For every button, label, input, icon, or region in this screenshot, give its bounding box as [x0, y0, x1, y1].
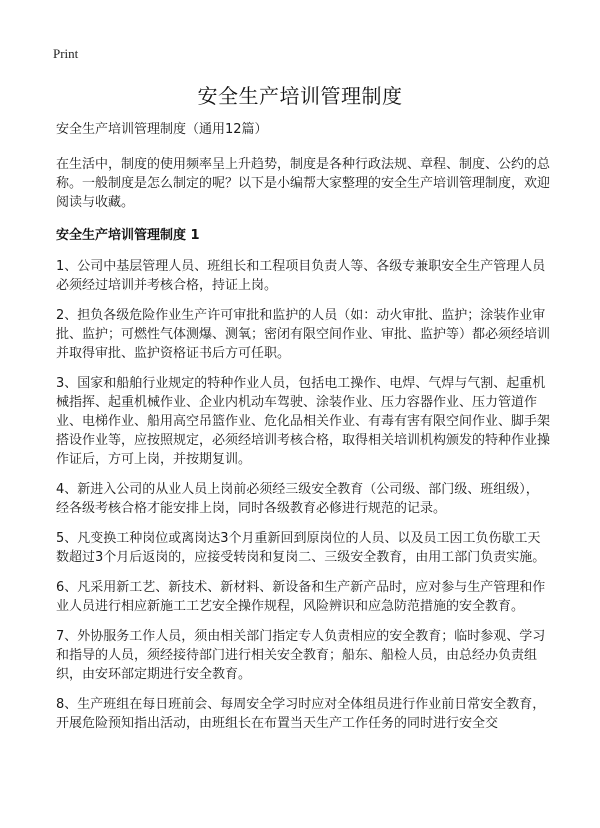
list-item: 3、国家和船舶行业规定的特种作业人员，包括电工操作、电焊、气焊与气割、起重机械指挥、起重机械作业、企业内机动车驾驶、涂装作业、压力容器作业、压力管道作业、电梯作业、船用高空吊篮作业、危化品相关作业、有毒有害有限空间作业、脚手架搭设作业等，应按照规定，必须经培训考核合格，取得相关培训机构颁发的特种作业操作证后，方可上岗，并按期复训。	[56, 376, 551, 467]
list-item: 2、担负各级危险作业生产许可审批和监护的人员（如：动火审批、监护；涂装作业审批、监护；可燃性气体测爆、测氧；密闭有限空间作业、审批、监护等）都必须经培训并取得审批、监护资格证书后方可任职。	[56, 308, 551, 361]
list-item: 6、凡采用新工艺、新技术、新材料、新设备和生产新产品时，应对参与生产管理和作业人员进行相应新施工工艺安全操作规程，风险辨识和应急防范措施的安全教育。	[56, 580, 546, 614]
section-heading: 安全生产培训管理制度 1	[56, 228, 200, 243]
list-item: 1、公司中基层管理人员、班组长和工程项目负责人等、各级专兼职安全生产管理人员必须经过培训并考核合格，持证上岗。	[56, 259, 546, 293]
list-item: 5、凡变换工种岗位或离岗达3个月重新回到原岗位的人员、以及员工因工负伤歇工天数超过3个月后返岗的，应接受转岗和复岗二、三级安全教育，由用工部门负责实施。	[56, 531, 546, 565]
document-body	[56, 120, 550, 744]
page-title: 安全生产培训管理制度	[197, 84, 403, 108]
document-subtitle: 安全生产培训管理制度（通用12篇）	[56, 122, 268, 137]
list-item: 4、新进入公司的从业人员上岗前必须经三级安全教育（公司级、部门级、班组级），经各级考核合格才能安排上岗，同时各级教育必修进行规范的记录。	[56, 482, 539, 516]
print-link[interactable]: Print	[53, 46, 79, 61]
list-item: 8、生产班组在每日班前会、每周安全学习时应对全体组员进行作业前日常安全教育，开展危险预知指出活动，由班组长在布置当天生产工作任务的同时进行安全交	[56, 697, 546, 731]
list-item: 7、外协服务工作人员，须由相关部门指定专人负责相应的安全教育；临时参观、学习和指导的人员，须经接待部门进行相关安全教育；船东、船检人员，由总经办负责组织，由安环部定期进行安全教育。	[56, 629, 546, 682]
intro-paragraph: 在生活中，制度的使用频率呈上升趋势，制度是各种行政法规、章程、制度、公约的总称。一般制度是怎么制定的呢？以下是小编帮大家整理的安全生产培训管理制度，欢迎阅读与收藏。	[56, 157, 551, 210]
